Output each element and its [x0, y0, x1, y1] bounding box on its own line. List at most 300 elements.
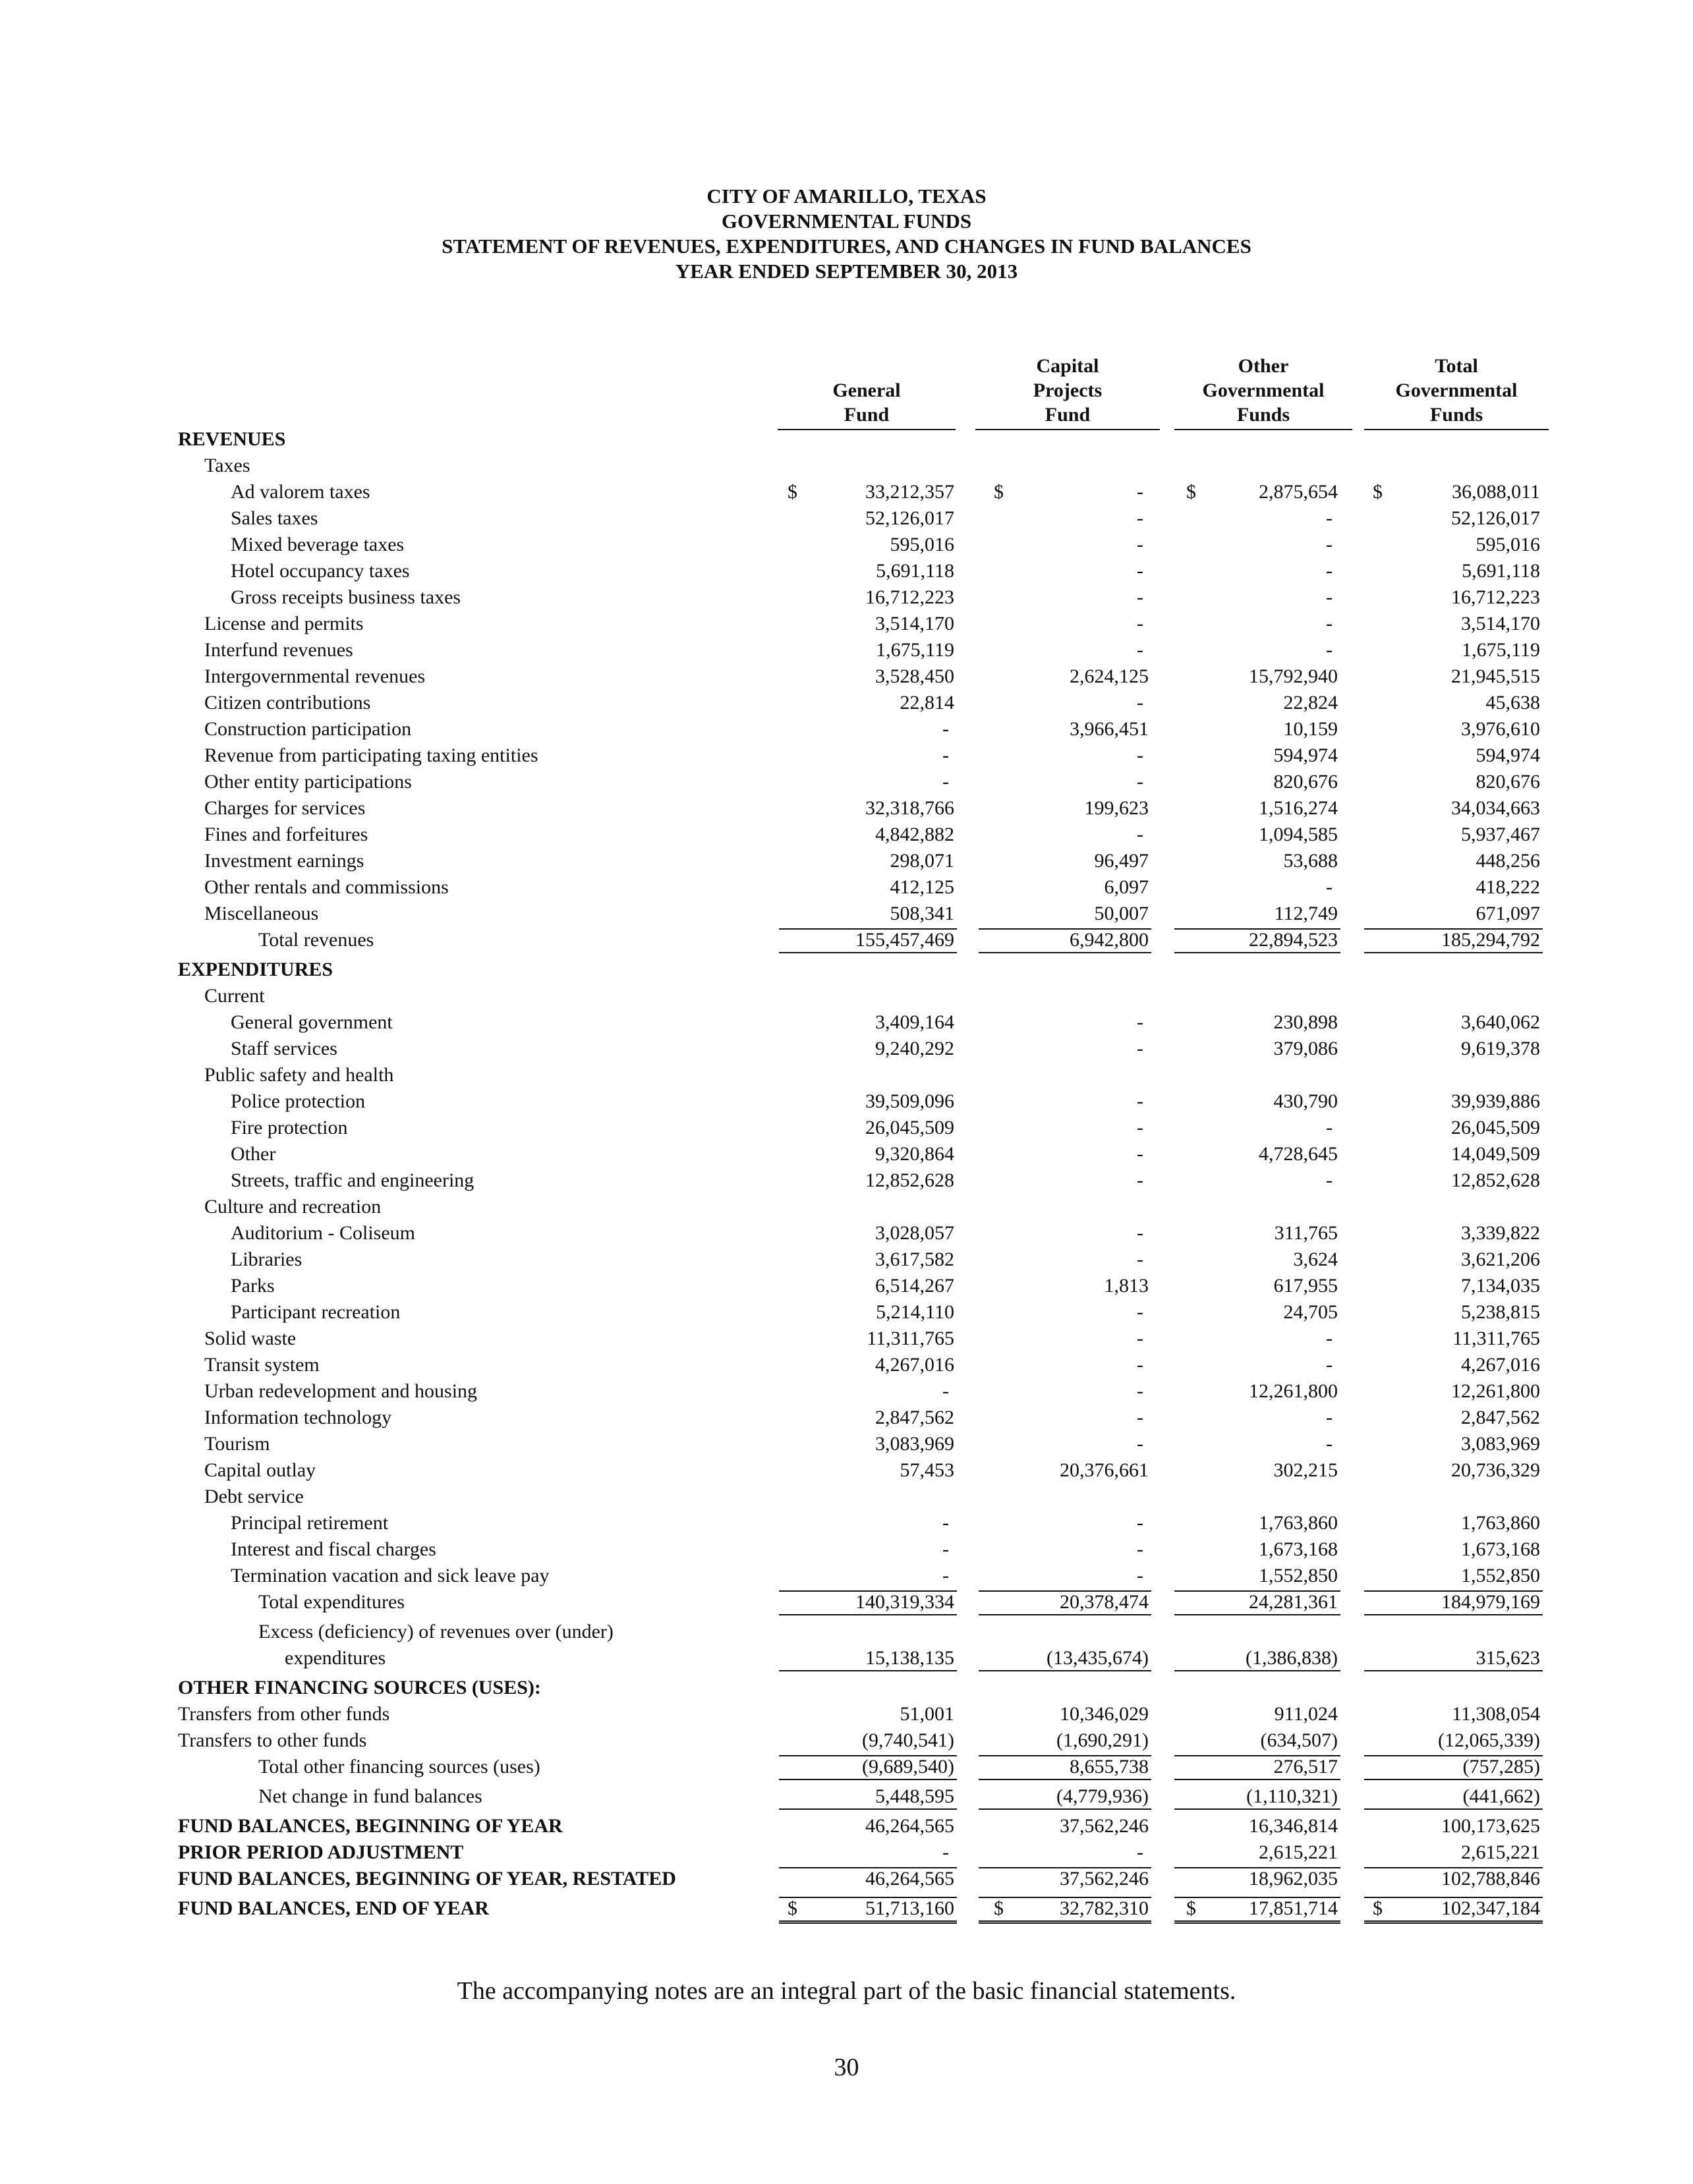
- rule-line: [979, 1614, 1151, 1615]
- rule-line: [1364, 1755, 1543, 1756]
- row-label: FUND BALANCES, END OF YEAR: [178, 1897, 489, 1919]
- value-cell: 4,842,882: [875, 824, 954, 845]
- value-cell: 671,097: [1476, 903, 1540, 924]
- statement-row: [0, 1299, 1693, 1326]
- statement-row: [0, 901, 1693, 927]
- value-cell: 15,138,135: [865, 1647, 954, 1669]
- value-cell: 100,173,625: [1441, 1815, 1540, 1837]
- value-cell: -: [1137, 1222, 1143, 1244]
- value-cell: 595,016: [890, 534, 954, 555]
- value-cell: 50,007: [1094, 903, 1149, 924]
- value-cell: -: [1137, 744, 1143, 766]
- rule-line: [1364, 1779, 1543, 1780]
- value-cell: -: [942, 1565, 949, 1586]
- row-label: OTHER FINANCING SOURCES (USES):: [178, 1677, 541, 1698]
- statement-row: [0, 1141, 1693, 1167]
- value-cell: 595,016: [1476, 534, 1540, 555]
- row-label: REVENUES: [178, 428, 286, 450]
- row-label: Staff services: [231, 1038, 337, 1059]
- value-cell: 3,976,610: [1461, 718, 1540, 740]
- statement-row: [0, 1378, 1693, 1405]
- statement-row: [0, 453, 1693, 479]
- row-label: Miscellaneous: [204, 903, 319, 924]
- row-label: Current: [204, 985, 265, 1007]
- row-label: Investment earnings: [204, 850, 364, 872]
- statement-row: [0, 1457, 1693, 1484]
- value-cell: 18,962,035: [1249, 1868, 1338, 1890]
- statement-row: [0, 795, 1693, 822]
- row-label: Hotel occupancy taxes: [231, 560, 410, 582]
- column-header-capital-projects: [975, 354, 1160, 430]
- value-cell: 22,824: [1283, 692, 1338, 714]
- column-header-line: Total: [1435, 355, 1478, 377]
- column-header-line: Governmental: [1202, 379, 1325, 401]
- rule-line: [979, 928, 1151, 930]
- statement-title: [0, 184, 1693, 284]
- statement-row: [0, 1062, 1693, 1088]
- statement-row: [0, 505, 1693, 532]
- value-cell: 418,222: [1476, 876, 1540, 898]
- value-cell: 24,705: [1283, 1301, 1338, 1323]
- value-cell: 36,088,011: [1452, 481, 1540, 503]
- value-cell: 430,790: [1273, 1090, 1338, 1112]
- value-cell: 26,045,509: [1451, 1117, 1540, 1138]
- rule-line: [779, 1590, 957, 1592]
- value-cell: 20,376,661: [1060, 1459, 1149, 1481]
- value-cell: (634,507): [1260, 1729, 1338, 1751]
- statement-row: [0, 769, 1693, 795]
- value-cell: 51,713,160: [865, 1897, 954, 1919]
- value-cell: 5,937,467: [1461, 824, 1540, 845]
- value-cell: -: [1137, 1407, 1143, 1428]
- value-cell: 10,346,029: [1060, 1703, 1149, 1725]
- row-label: Net change in fund balances: [258, 1785, 482, 1807]
- statement-row: [0, 611, 1693, 637]
- row-label: Termination vacation and sick leave pay: [231, 1565, 550, 1586]
- currency-symbol: $: [1373, 1897, 1383, 1919]
- value-cell: (441,662): [1462, 1785, 1540, 1807]
- row-label: Auditorium - Coliseum: [231, 1222, 415, 1244]
- currency-symbol: $: [994, 1897, 1004, 1919]
- row-label-continued: expenditures: [285, 1647, 386, 1669]
- value-cell: 26,045,509: [865, 1117, 954, 1138]
- currency-symbol: $: [994, 481, 1004, 503]
- value-cell: -: [1137, 507, 1143, 529]
- value-cell: 102,788,846: [1441, 1868, 1540, 1890]
- row-label: Transfers from other funds: [178, 1703, 390, 1725]
- value-cell: 11,311,765: [1452, 1328, 1540, 1349]
- statement-row: [0, 1701, 1693, 1727]
- statement-row: [0, 716, 1693, 742]
- value-cell: 820,676: [1273, 771, 1338, 793]
- statement-row: [0, 1273, 1693, 1299]
- value-cell: 2,847,562: [1461, 1407, 1540, 1428]
- statement-row: [0, 426, 1693, 453]
- rule-line: [1174, 1867, 1340, 1868]
- value-cell: 5,214,110: [876, 1301, 954, 1323]
- value-cell: -: [1326, 1433, 1333, 1455]
- rule-line: [979, 1755, 1151, 1756]
- value-cell: 39,509,096: [865, 1090, 954, 1112]
- rule-line: [979, 1867, 1151, 1868]
- value-cell: 37,562,246: [1060, 1815, 1149, 1837]
- value-cell: (757,285): [1462, 1756, 1540, 1778]
- value-cell: 1,763,860: [1461, 1512, 1540, 1534]
- rule-line: [1174, 928, 1340, 930]
- statement-row: [0, 1563, 1693, 1589]
- value-cell: 9,619,378: [1461, 1038, 1540, 1059]
- double-rule-line: [1364, 1920, 1543, 1924]
- rule-line: [779, 1779, 957, 1780]
- row-label: FUND BALANCES, BEGINNING OF YEAR, RESTATED: [178, 1868, 676, 1890]
- row-label: Sales taxes: [231, 507, 318, 529]
- value-cell: -: [1137, 1248, 1143, 1270]
- value-cell: 3,640,062: [1461, 1011, 1540, 1033]
- statement-row: [0, 874, 1693, 901]
- value-cell: 32,782,310: [1060, 1897, 1149, 1919]
- value-cell: -: [1326, 560, 1333, 582]
- row-label: Participant recreation: [231, 1301, 401, 1323]
- rule-line: [1174, 952, 1340, 953]
- statement-row: [0, 1619, 1693, 1671]
- value-cell: -: [1137, 1117, 1143, 1138]
- row-label: Other: [231, 1143, 276, 1165]
- value-cell: 911,024: [1274, 1703, 1338, 1725]
- value-cell: 12,261,800: [1451, 1380, 1540, 1402]
- value-cell: -: [1137, 639, 1143, 661]
- column-header-general-fund: [778, 378, 956, 430]
- row-label: Public safety and health: [204, 1064, 394, 1086]
- value-cell: 11,308,054: [1452, 1703, 1540, 1725]
- value-cell: 155,457,469: [855, 929, 954, 951]
- column-header-line: Capital: [1036, 355, 1099, 377]
- value-cell: -: [1326, 507, 1333, 529]
- value-cell: -: [942, 771, 949, 793]
- value-cell: -: [1326, 534, 1333, 555]
- column-header-line: Other: [1238, 355, 1289, 377]
- statement-row: [0, 1036, 1693, 1062]
- value-cell: 17,851,714: [1249, 1897, 1338, 1919]
- value-cell: 52,126,017: [1451, 507, 1540, 529]
- value-cell: 16,712,223: [1451, 586, 1540, 608]
- value-cell: 185,294,792: [1441, 929, 1540, 951]
- value-cell: 276,517: [1273, 1756, 1338, 1778]
- value-cell: -: [1137, 560, 1143, 582]
- statement-row: [0, 1088, 1693, 1115]
- value-cell: 15,792,940: [1249, 665, 1338, 687]
- value-cell: 96,497: [1094, 850, 1149, 872]
- statement-row: [0, 1510, 1693, 1536]
- value-cell: 11,311,765: [867, 1328, 954, 1349]
- value-cell: 594,974: [1273, 744, 1338, 766]
- value-cell: 3,409,164: [875, 1011, 954, 1033]
- title-line: STATEMENT OF REVENUES, EXPENDITURES, AND CHANGES IN FUND BALANCES: [442, 235, 1251, 258]
- double-rule-line: [979, 1920, 1151, 1924]
- value-cell: 1,673,168: [1259, 1538, 1338, 1560]
- value-cell: 39,939,886: [1451, 1090, 1540, 1112]
- statement-row: [0, 1326, 1693, 1352]
- rule-line: [979, 1808, 1151, 1810]
- column-header-line: Projects: [1033, 379, 1103, 401]
- rule-line: [1174, 1808, 1340, 1810]
- title-line: GOVERNMENTAL FUNDS: [721, 210, 972, 233]
- column-header-line: Funds: [1174, 403, 1352, 430]
- column-header-total-governmental: [1364, 354, 1549, 430]
- value-cell: 4,267,016: [1461, 1354, 1540, 1376]
- value-cell: 6,097: [1104, 876, 1149, 898]
- value-cell: (9,740,541): [862, 1729, 954, 1751]
- row-label: Debt service: [204, 1486, 304, 1507]
- value-cell: 3,339,822: [1461, 1222, 1540, 1244]
- value-cell: 12,261,800: [1249, 1380, 1338, 1402]
- value-cell: 33,212,357: [865, 481, 954, 503]
- rule-line: [779, 952, 957, 953]
- value-cell: 34,034,663: [1451, 797, 1540, 819]
- row-label: Construction participation: [204, 718, 412, 740]
- rule-line: [779, 1808, 957, 1810]
- value-cell: 52,126,017: [865, 507, 954, 529]
- value-cell: 302,215: [1273, 1459, 1338, 1481]
- value-cell: (13,435,674): [1047, 1647, 1149, 1669]
- value-cell: 9,240,292: [875, 1038, 954, 1059]
- value-cell: -: [1326, 1354, 1333, 1376]
- currency-symbol: $: [1186, 481, 1196, 503]
- statement-row: [0, 983, 1693, 1009]
- value-cell: -: [1137, 481, 1143, 503]
- row-label: Taxes: [204, 455, 250, 476]
- row-label: Charges for services: [204, 797, 366, 819]
- value-cell: 57,453: [900, 1459, 954, 1481]
- value-cell: -: [1326, 1407, 1333, 1428]
- statement-row: [0, 532, 1693, 558]
- rule-line: [979, 952, 1151, 953]
- rule-line: [1364, 928, 1543, 930]
- column-header-line: General: [832, 379, 901, 401]
- value-cell: 298,071: [890, 850, 954, 872]
- value-cell: -: [1326, 1169, 1333, 1191]
- value-cell: (1,110,321): [1246, 1785, 1338, 1807]
- value-cell: (12,065,339): [1438, 1729, 1540, 1751]
- value-cell: 45,638: [1485, 692, 1540, 714]
- value-cell: -: [942, 1380, 949, 1402]
- value-cell: 10,159: [1283, 718, 1338, 740]
- value-cell: 594,974: [1476, 744, 1540, 766]
- value-cell: -: [1326, 586, 1333, 608]
- value-cell: 315,623: [1476, 1647, 1540, 1669]
- rule-line: [1174, 1755, 1340, 1756]
- value-cell: 617,955: [1273, 1275, 1338, 1297]
- value-cell: 9,320,864: [875, 1143, 954, 1165]
- row-label: FUND BALANCES, BEGINNING OF YEAR: [178, 1815, 563, 1837]
- value-cell: 1,673,168: [1461, 1538, 1540, 1560]
- row-label: Gross receipts business taxes: [231, 586, 461, 608]
- value-cell: 3,617,582: [875, 1248, 954, 1270]
- rule-line: [979, 1670, 1151, 1671]
- value-cell: -: [1326, 1117, 1333, 1138]
- value-cell: -: [1137, 692, 1143, 714]
- rule-line: [979, 1897, 1151, 1898]
- statement-row: [0, 1536, 1693, 1563]
- value-cell: -: [1137, 1301, 1143, 1323]
- value-cell: 3,966,451: [1070, 718, 1149, 740]
- value-cell: -: [1137, 824, 1143, 845]
- row-label: Transfers to other funds: [178, 1729, 367, 1751]
- value-cell: 5,691,118: [1462, 560, 1540, 582]
- value-cell: -: [1137, 1038, 1143, 1059]
- value-cell: -: [942, 1512, 949, 1534]
- value-cell: 3,083,969: [1461, 1433, 1540, 1455]
- value-cell: 3,624: [1293, 1248, 1338, 1270]
- value-cell: 1,552,850: [1461, 1565, 1540, 1586]
- value-cell: 5,238,815: [1461, 1301, 1540, 1323]
- value-cell: 3,514,170: [875, 613, 954, 634]
- value-cell: 53,688: [1283, 850, 1338, 872]
- value-cell: 37,562,246: [1060, 1868, 1149, 1890]
- value-cell: 51,001: [900, 1703, 954, 1725]
- statement-row: [0, 637, 1693, 663]
- rule-line: [1364, 1670, 1543, 1671]
- value-cell: 3,083,969: [875, 1433, 954, 1455]
- statement-row: [0, 1115, 1693, 1141]
- value-cell: 5,448,595: [875, 1785, 954, 1807]
- value-cell: -: [942, 744, 949, 766]
- value-cell: 3,028,057: [875, 1222, 954, 1244]
- value-cell: -: [1137, 1354, 1143, 1376]
- value-cell: -: [1137, 613, 1143, 634]
- value-cell: 12,852,628: [1451, 1169, 1540, 1191]
- row-label: General government: [231, 1011, 393, 1033]
- row-label: Total revenues: [258, 929, 374, 951]
- statement-row: [0, 1167, 1693, 1194]
- row-label: Interfund revenues: [204, 639, 353, 661]
- value-cell: 2,624,125: [1070, 665, 1149, 687]
- value-cell: 1,813: [1104, 1275, 1149, 1297]
- value-cell: (9,689,540): [862, 1756, 954, 1778]
- row-label: Tourism: [204, 1433, 270, 1455]
- row-label: Citizen contributions: [204, 692, 371, 714]
- rule-line: [1364, 952, 1543, 953]
- value-cell: -: [1137, 1380, 1143, 1402]
- rule-line: [979, 1590, 1151, 1592]
- value-cell: -: [942, 1841, 949, 1863]
- rule-line: [779, 1867, 957, 1868]
- column-header-line: Fund: [975, 403, 1160, 430]
- value-cell: 2,615,221: [1259, 1841, 1338, 1863]
- rule-line: [1364, 1614, 1543, 1615]
- rule-line: [1174, 1897, 1340, 1898]
- value-cell: 12,852,628: [865, 1169, 954, 1191]
- value-cell: 20,378,474: [1060, 1591, 1149, 1613]
- row-label: Transit system: [204, 1354, 320, 1376]
- value-cell: 140,319,334: [855, 1591, 954, 1613]
- value-cell: 102,347,184: [1441, 1897, 1540, 1919]
- value-cell: 1,763,860: [1259, 1512, 1338, 1534]
- row-label: Intergovernmental revenues: [204, 665, 426, 687]
- value-cell: 2,615,221: [1461, 1841, 1540, 1863]
- value-cell: 230,898: [1273, 1011, 1338, 1033]
- value-cell: 46,264,565: [865, 1815, 954, 1837]
- double-rule-line: [779, 1920, 957, 1924]
- statement-row: [0, 690, 1693, 716]
- row-label: Capital outlay: [204, 1459, 316, 1481]
- value-cell: 184,979,169: [1441, 1591, 1540, 1613]
- rule-line: [1364, 1867, 1543, 1868]
- statement-row: [0, 663, 1693, 690]
- row-label: License and permits: [204, 613, 364, 634]
- row-label: Revenue from participating taxing entities: [204, 744, 538, 766]
- value-cell: 1,552,850: [1259, 1565, 1338, 1586]
- value-cell: 4,728,645: [1259, 1143, 1338, 1165]
- statement-row: [0, 1246, 1693, 1273]
- value-cell: 199,623: [1084, 797, 1149, 819]
- statement-row: [0, 742, 1693, 769]
- row-label: Fines and forfeitures: [204, 824, 368, 845]
- title-line: CITY OF AMARILLO, TEXAS: [706, 184, 987, 208]
- row-label: Libraries: [231, 1248, 302, 1270]
- column-header-line: Funds: [1364, 403, 1549, 430]
- statement-row: [0, 1866, 1693, 1892]
- statement-row: [0, 1783, 1693, 1810]
- value-cell: 22,894,523: [1249, 929, 1338, 951]
- row-label: Parks: [231, 1275, 275, 1297]
- statement-row: [0, 584, 1693, 611]
- statement-row: [0, 822, 1693, 848]
- row-label: EXPENDITURES: [178, 959, 333, 980]
- footer-note: The accompanying notes are an integral part of the basic financial statements.: [457, 1977, 1236, 2005]
- value-cell: -: [942, 718, 949, 740]
- value-cell: -: [1326, 876, 1333, 898]
- rule-line: [1174, 1779, 1340, 1780]
- value-cell: -: [1137, 1011, 1143, 1033]
- value-cell: 2,847,562: [875, 1407, 954, 1428]
- rule-line: [1364, 1590, 1543, 1592]
- value-cell: 4,267,016: [875, 1354, 954, 1376]
- statement-row: [0, 1589, 1693, 1615]
- value-cell: (4,779,936): [1056, 1785, 1149, 1807]
- value-cell: 448,256: [1476, 850, 1540, 872]
- column-header-line: Fund: [778, 403, 956, 430]
- statement-row: [0, 558, 1693, 584]
- value-cell: -: [1137, 1512, 1143, 1534]
- row-label: PRIOR PERIOD ADJUSTMENT: [178, 1841, 464, 1863]
- value-cell: 1,094,585: [1259, 824, 1338, 845]
- row-label: Fire protection: [231, 1117, 348, 1138]
- rule-line: [779, 1670, 957, 1671]
- value-cell: 20,736,329: [1451, 1459, 1540, 1481]
- row-label: Urban redevelopment and housing: [204, 1380, 478, 1402]
- value-cell: 412,125: [890, 876, 954, 898]
- value-cell: 16,346,814: [1249, 1815, 1338, 1837]
- statement-row: [0, 1813, 1693, 1839]
- value-cell: 3,621,206: [1461, 1248, 1540, 1270]
- value-cell: -: [1326, 639, 1333, 661]
- value-cell: 7,134,035: [1461, 1275, 1540, 1297]
- value-cell: 2,875,654: [1259, 481, 1338, 503]
- value-cell: -: [1137, 534, 1143, 555]
- row-label: Police protection: [231, 1090, 366, 1112]
- rule-line: [1364, 1808, 1543, 1810]
- statement-row: [0, 1352, 1693, 1378]
- statement-row: [0, 957, 1693, 983]
- statement-row: [0, 1839, 1693, 1866]
- statement-row: [0, 1405, 1693, 1431]
- column-header-line: Governmental: [1395, 379, 1518, 401]
- currency-symbol: $: [788, 481, 797, 503]
- value-cell: 3,528,450: [875, 665, 954, 687]
- statement-row: [0, 479, 1693, 505]
- value-cell: -: [1137, 1090, 1143, 1112]
- value-cell: -: [1137, 1538, 1143, 1560]
